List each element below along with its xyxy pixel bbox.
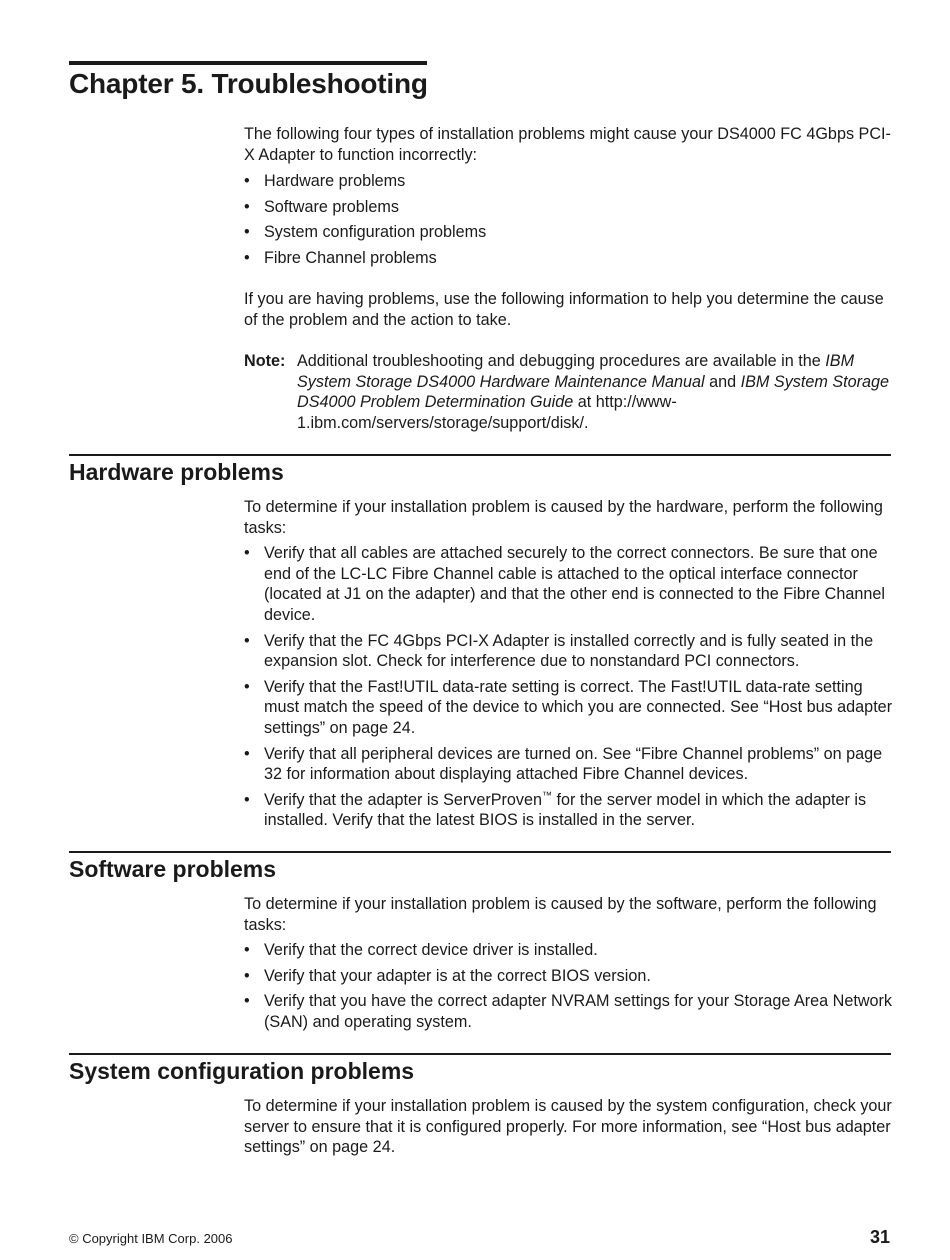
software-task-list [244, 940, 894, 1032]
list-item: • Verify that the Fast!UTIL data-rate setting is correct. The Fast!UTIL data-rate setting must match the speed of the device to which you are connected. See “Host bus adapter settings” on page 24. [244, 677, 894, 739]
software-section-body [244, 894, 894, 1033]
list-item: • Verify that the FC 4Gbps PCI-X Adapter is installed correctly and is fully seated in the expansion slot. Check for interference due to nonstandard PCI connectors. [244, 631, 894, 672]
chapter-title: Chapter 5. Troubleshooting [69, 68, 428, 99]
help-paragraph: If you are having problems, use the following information to help you determine the cause of the problem and the action to take. [244, 290, 884, 329]
software-section-rule [69, 851, 891, 853]
list-item: • System configuration problems [244, 222, 894, 243]
hardware-intro: To determine if your installation problem is caused by the hardware, perform the following tasks: [244, 498, 883, 537]
trademark-symbol: ™ [542, 790, 553, 802]
serverproven-text-rest: for the server model in which the adapter is installed. Verify that the latest BIOS is installed in the server. [264, 790, 867, 830]
sysconfig-section-body [244, 1096, 894, 1158]
note-label: Note: [244, 352, 286, 370]
note-text-at: at [577, 393, 592, 412]
list-item: • Hardware problems [244, 171, 894, 192]
help-paragraph-block [244, 289, 894, 330]
software-intro: To determine if your installation problem is caused by the software, perform the following tasks: [244, 895, 877, 934]
list-item: • Fibre Channel problems [244, 248, 894, 269]
hardware-section-title: Hardware problems [69, 459, 284, 485]
list-item: • Verify that the correct device driver is installed. [244, 940, 894, 961]
list-item [244, 790, 894, 831]
sysconfig-intro: To determine if your installation problem is caused by the system configuration, check your server to ensure that it is configured properly. For more information, see “Host bus adapter settings” on page 24. [244, 1097, 892, 1157]
intro-paragraph: The following four types of installation problems might cause your DS4000 FC 4Gbps PCI-X Adapter to function incorrectly: [244, 125, 891, 164]
note-block [244, 351, 894, 433]
hardware-section-body [244, 497, 894, 831]
chapter-title-rule [69, 61, 427, 65]
support-url[interactable]: http://www-1.ibm.com/servers/storage/support/disk/. [297, 393, 677, 432]
list-item: • Verify that all peripheral devices are turned on. See “Fibre Channel problems” on page 32 for information about displaying attached Fibre Channel devices. [244, 744, 894, 785]
note-text-and: and [709, 372, 737, 391]
list-item: • Software problems [244, 197, 894, 218]
problem-types-list [244, 171, 894, 268]
note-text-intro: Additional troubleshooting and debugging procedures are available in the [297, 352, 821, 370]
list-item: • Verify that you have the correct adapter NVRAM settings for your Storage Area Network (SAN) and operating system. [244, 991, 894, 1032]
list-item: • Verify that your adapter is at the correct BIOS version. [244, 966, 894, 987]
serverproven-text: Verify that the adapter is ServerProven [264, 790, 543, 809]
hardware-task-list [244, 543, 894, 831]
sysconfig-section-rule [69, 1053, 891, 1055]
chapter-intro [244, 124, 894, 269]
page-number: 31 [869, 1227, 890, 1247]
sysconfig-section-title: System configuration problems [69, 1058, 415, 1084]
software-section-title: Software problems [69, 856, 277, 882]
note-text [297, 351, 894, 433]
copyright-notice: © Copyright IBM Corp. 2006 [69, 1231, 233, 1246]
list-item: • Verify that all cables are attached securely to the correct connectors. Be sure that one end of the LC-LC Fibre Channel cable is attached to the optical interface connector (located at J1 on the adapter) and that the other end is connected to the Fibre Channel device. [244, 543, 894, 625]
hardware-section-rule [69, 454, 891, 456]
guide-title-link: IBM System Storage DS4000 Problem Determination Guide [297, 372, 890, 412]
manual-title-link: IBM System Storage DS4000 Hardware Maintenance Manual [297, 352, 855, 391]
